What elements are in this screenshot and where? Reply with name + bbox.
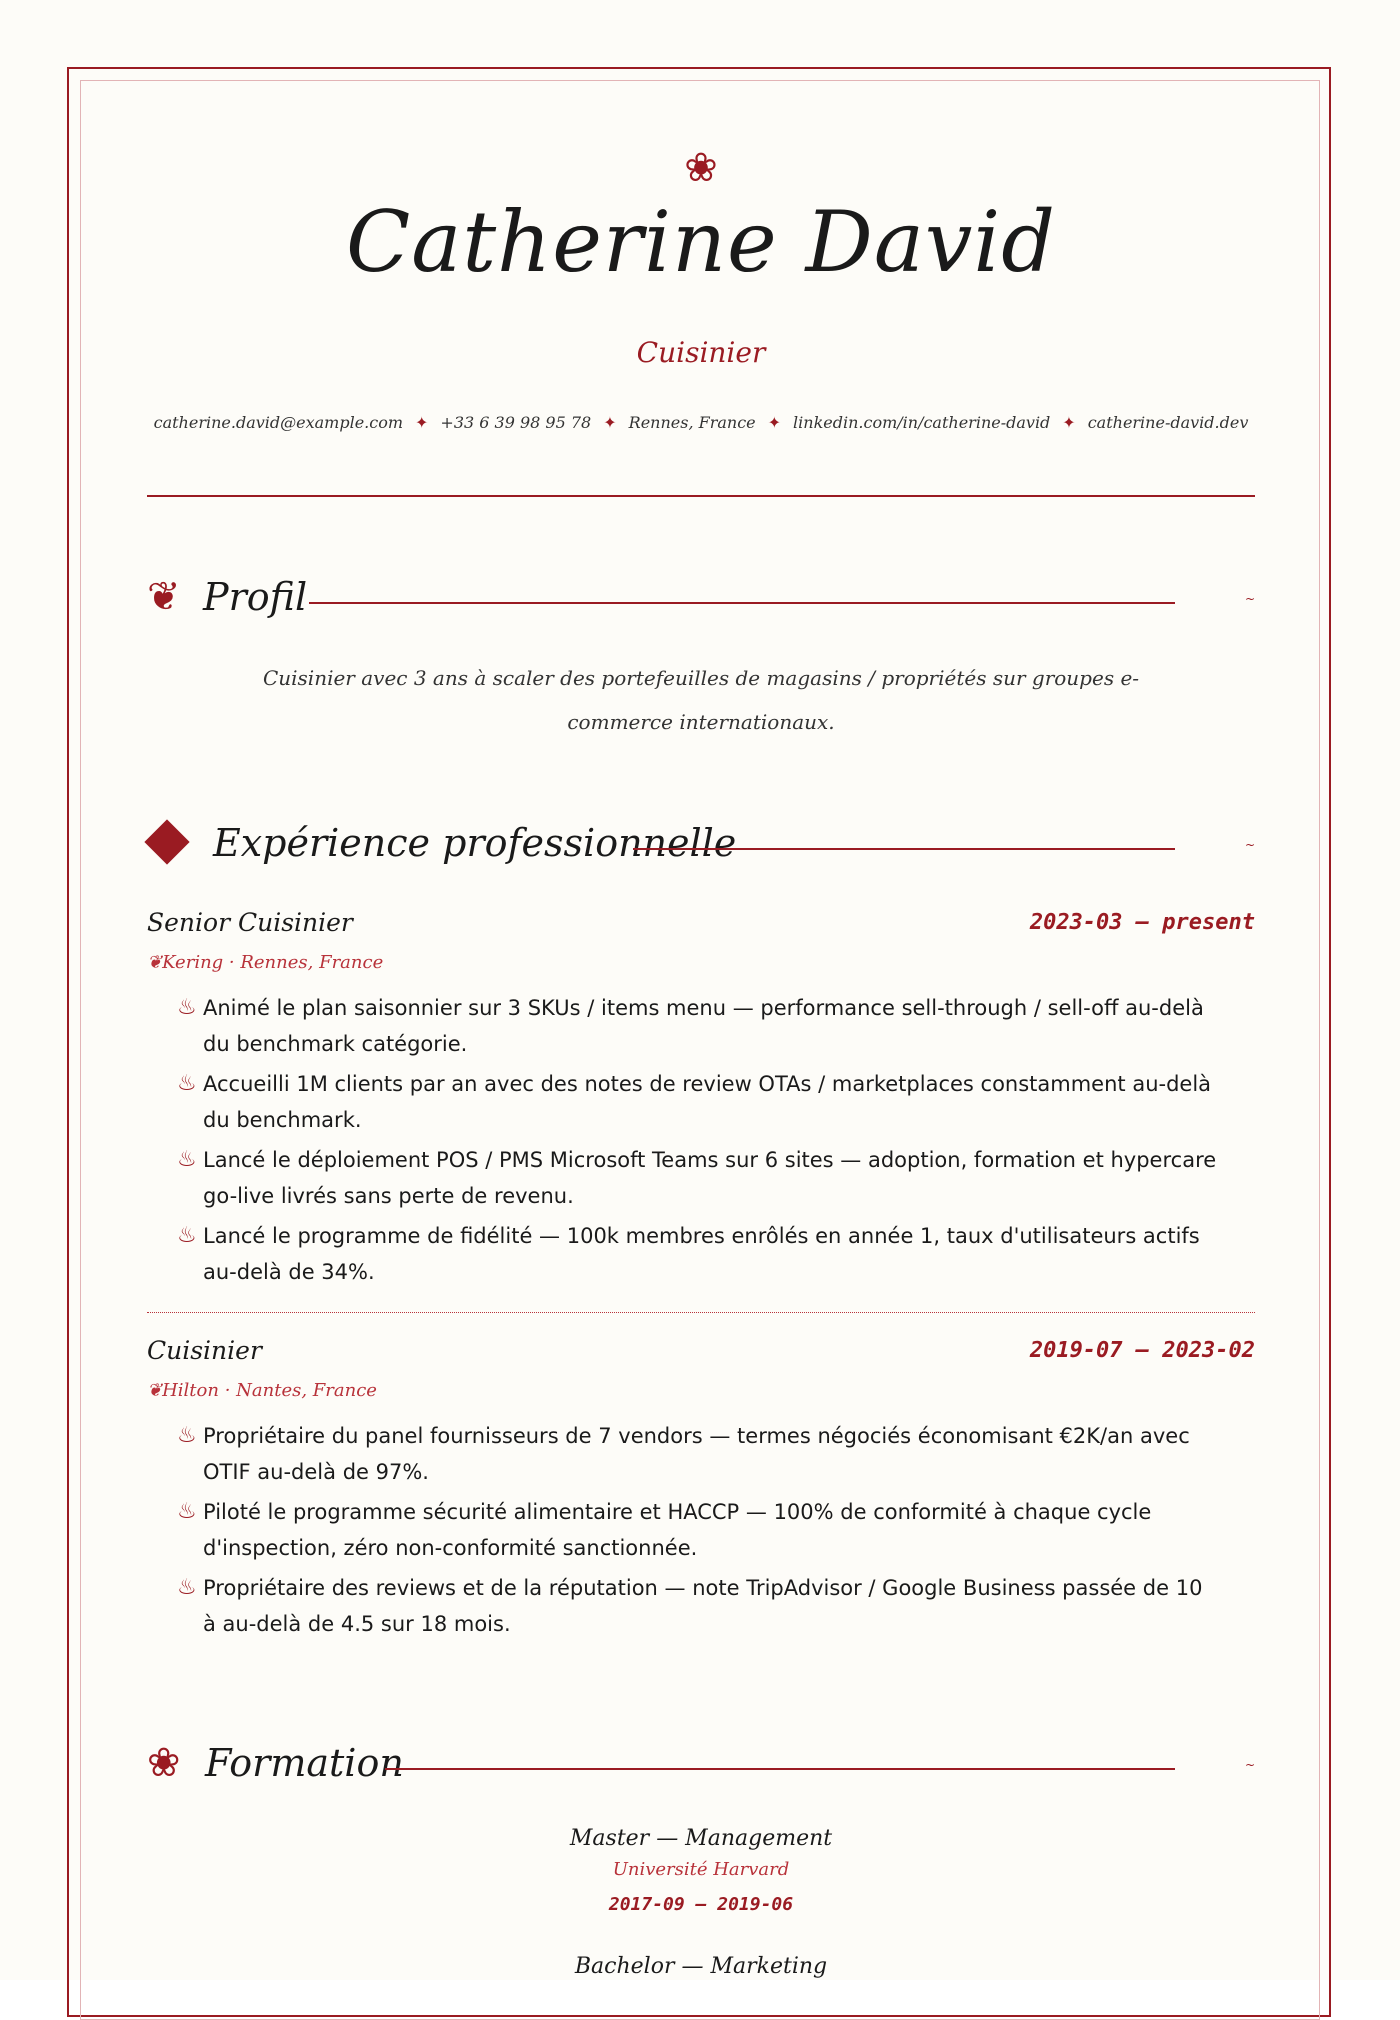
contact-linkedin[interactable]: linkedin.com/in/catherine-david (793, 413, 1051, 432)
section-dash: ~ (1244, 1758, 1255, 1772)
section-education-heading (147, 1738, 1255, 1788)
section-dash: ~ (1244, 592, 1255, 606)
hot-springs-icon: ♨ (177, 995, 197, 1020)
diamond-icon (144, 819, 189, 864)
section-rule (309, 602, 1175, 604)
section-title: Profil (203, 575, 308, 619)
company-fleuron-icon: ❦ (147, 1380, 163, 1401)
list-item: ♨ Lancé le programme de fidélité — 100k membres enrôlés en année 1, taux d'utilisateurs actifs au-delà de 34%. (181, 1218, 1221, 1290)
job-bullets (177, 990, 1221, 1294)
job-dates: 2023-03 — present (1029, 910, 1255, 935)
heart-fleuron-icon: ❦ (147, 574, 181, 620)
star-separator-icon: ✦ (603, 413, 617, 432)
job-company: ❦Kering · Rennes, France (147, 952, 384, 973)
list-item: ♨ Propriétaire du panel fournisseurs de 7 vendors — termes négociés économisant €2K/an avec OTIF au-delà de 97%. (181, 1418, 1221, 1490)
star-separator-icon: ✦ (1062, 413, 1076, 432)
contact-email[interactable]: catherine.david@example.com (153, 413, 404, 432)
list-item: ♨ Accueilli 1M clients par an avec des notes de review OTAs / marketplaces constamment au-delà du benchmark. (181, 1066, 1221, 1138)
contact-location: Rennes, France (628, 413, 756, 432)
flower-ornament-icon: ❀ (684, 145, 718, 191)
job-dates: 2019-07 — 2023-02 (1029, 1338, 1255, 1363)
star-separator-icon: ✦ (415, 413, 429, 432)
education-entry (147, 1954, 1255, 1979)
job-company: ❦Hilton · Nantes, France (147, 1380, 377, 1401)
section-experience-heading (147, 818, 1255, 868)
candidate-role: Cuisinier (636, 336, 766, 369)
job-title: Senior Cuisinier (147, 908, 353, 937)
section-title: Expérience professionnelle (213, 821, 737, 865)
edu-school: Université Harvard (612, 1859, 790, 1880)
list-item: ♨ Lancé le déploiement POS / PMS Microsoft Teams sur 6 sites — adoption, formation et hypercare go-live livrés sans perte de revenu. (181, 1142, 1221, 1214)
hot-springs-icon: ♨ (177, 1499, 197, 1524)
flower-icon: ❀ (147, 1740, 181, 1786)
contact-phone[interactable]: +33 6 39 98 95 78 (440, 413, 592, 432)
job-bullets (177, 1418, 1221, 1646)
star-separator-icon: ✦ (767, 413, 782, 432)
edu-degree: Bachelor — Marketing (574, 1954, 828, 1979)
job-entry (147, 1336, 1255, 1656)
company-fleuron-icon: ❦ (147, 952, 163, 973)
section-profile-heading (147, 572, 1255, 622)
candidate-name: Catherine David (346, 193, 1056, 291)
hot-springs-icon: ♨ (177, 1071, 197, 1096)
job-title: Cuisinier (147, 1336, 262, 1365)
education-entry (147, 1826, 1255, 1915)
edu-dates: 2017-09 – 2019-06 (608, 1894, 794, 1915)
header-divider (147, 495, 1255, 497)
section-rule (633, 848, 1175, 850)
hot-springs-icon: ♨ (177, 1147, 197, 1172)
section-rule (385, 1768, 1175, 1770)
hot-springs-icon: ♨ (177, 1423, 197, 1448)
contact-line (147, 413, 1255, 432)
section-dash: ~ (1244, 838, 1255, 852)
hot-springs-icon: ♨ (177, 1575, 197, 1600)
job-divider (147, 1312, 1255, 1313)
list-item: ♨ Propriétaire des reviews et de la réputation — note TripAdvisor / Google Business passée de 10 à au-delà de 4.5 sur 18 mois. (181, 1570, 1221, 1642)
edu-degree: Master — Management (569, 1826, 833, 1851)
contact-website[interactable]: catherine-david.dev (1087, 413, 1249, 432)
hot-springs-icon: ♨ (177, 1223, 197, 1248)
profile-summary: Cuisinier avec 3 ans à scaler des portefeuilles de magasins / propriétés sur groupes e-commerce internationaux. (262, 666, 1140, 734)
section-title: Formation (205, 1741, 404, 1785)
job-entry (147, 908, 1255, 1288)
list-item: ♨ Piloté le programme sécurité alimentaire et HACCP — 100% de conformité à chaque cycle d'inspection, zéro non-conformité sanctionnée. (181, 1494, 1221, 1566)
list-item: ♨ Animé le plan saisonnier sur 3 SKUs / items menu — performance sell-through / sell-off au-delà du benchmark catégorie. (181, 990, 1221, 1062)
